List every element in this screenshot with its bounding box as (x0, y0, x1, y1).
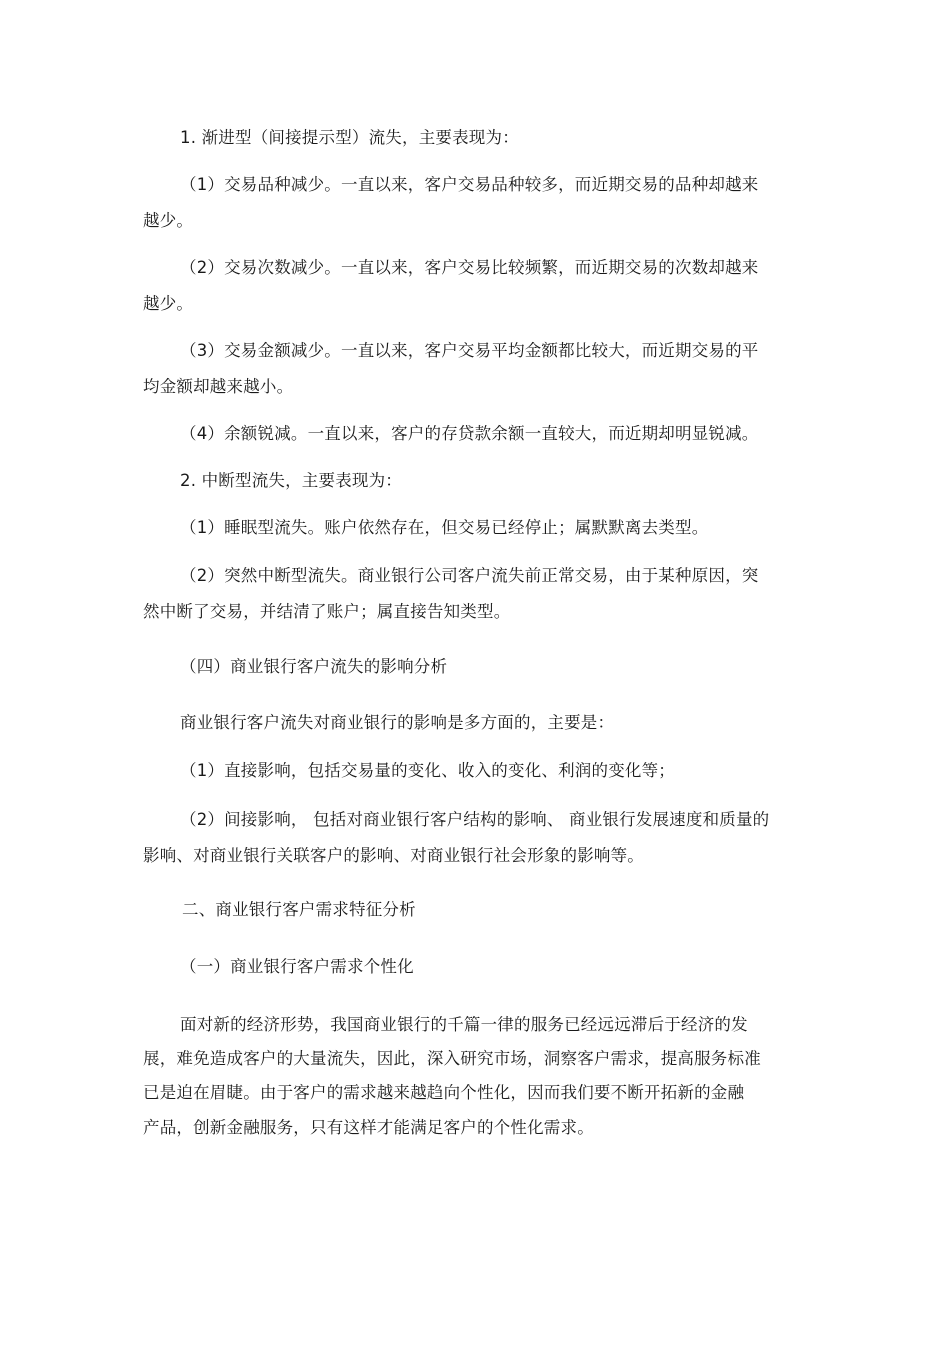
paragraph-line: 越少。 (143, 211, 194, 230)
paragraph-line: （3）交易金额减少。一直以来，客户交易平均金额都比较大，而近期交易的平 (180, 341, 759, 360)
paragraph-line: 已是迫在眉睫。由于客户的需求越来越趋向个性化，因而我们要不断开拓新的金融 (143, 1083, 745, 1102)
heading-gradual-loss: 1. 渐进型（间接提示型）流失，主要表现为： (180, 128, 519, 147)
paragraph-line: 产品，创新金融服务，只有这样才能满足客户的个性化需求。 (143, 1118, 594, 1137)
section-heading-impact: （四）商业银行客户流失的影响分析 (180, 657, 448, 676)
paragraph-line: （4）余额锐减。一直以来，客户的存贷款余额一直较大，而近期却明显锐减。 (180, 424, 759, 443)
paragraph-line: 影响、对商业银行关联客户的影响、对商业银行社会形象的影响等。 (143, 846, 644, 865)
paragraph-line: 越少。 (143, 294, 194, 313)
paragraph-line: 面对新的经济形势，我国商业银行的千篇一律的服务已经远远滞后于经济的发 (180, 1015, 748, 1034)
paragraph-line: 商业银行客户流失对商业银行的影响是多方面的，主要是： (180, 713, 615, 732)
section-heading-demand: 二、商业银行客户需求特征分析 (182, 900, 416, 919)
paragraph-line: 然中断了交易，并结清了账户；属直接告知类型。 (143, 602, 511, 621)
paragraph-line: 均金额却越来越小。 (143, 377, 294, 396)
paragraph-line: （1）直接影响，包括交易量的变化、收入的变化、利润的变化等； (180, 761, 675, 780)
paragraph-line: （2）突然中断型流失。商业银行公司客户流失前正常交易，由于某种原因，突 (180, 566, 759, 585)
subsection-heading-personalization: （一）商业银行客户需求个性化 (180, 957, 414, 976)
paragraph-line: （1）交易品种减少。一直以来，客户交易品种较多，而近期交易的品种却越来 (180, 175, 759, 194)
paragraph-line: 展，难免造成客户的大量流失，因此，深入研究市场，洞察客户需求，提高服务标准 (143, 1049, 761, 1068)
paragraph-line: （1）睡眠型流失。账户依然存在，但交易已经停止；属默默离去类型。 (180, 518, 709, 537)
paragraph-line: （2）间接影响， 包括对商业银行客户结构的影响、 商业银行发展速度和质量的 (180, 810, 770, 829)
heading-interrupted-loss: 2. 中断型流失，主要表现为： (180, 471, 402, 490)
paragraph-line: （2）交易次数减少。一直以来，客户交易比较频繁，而近期交易的次数却越来 (180, 258, 759, 277)
